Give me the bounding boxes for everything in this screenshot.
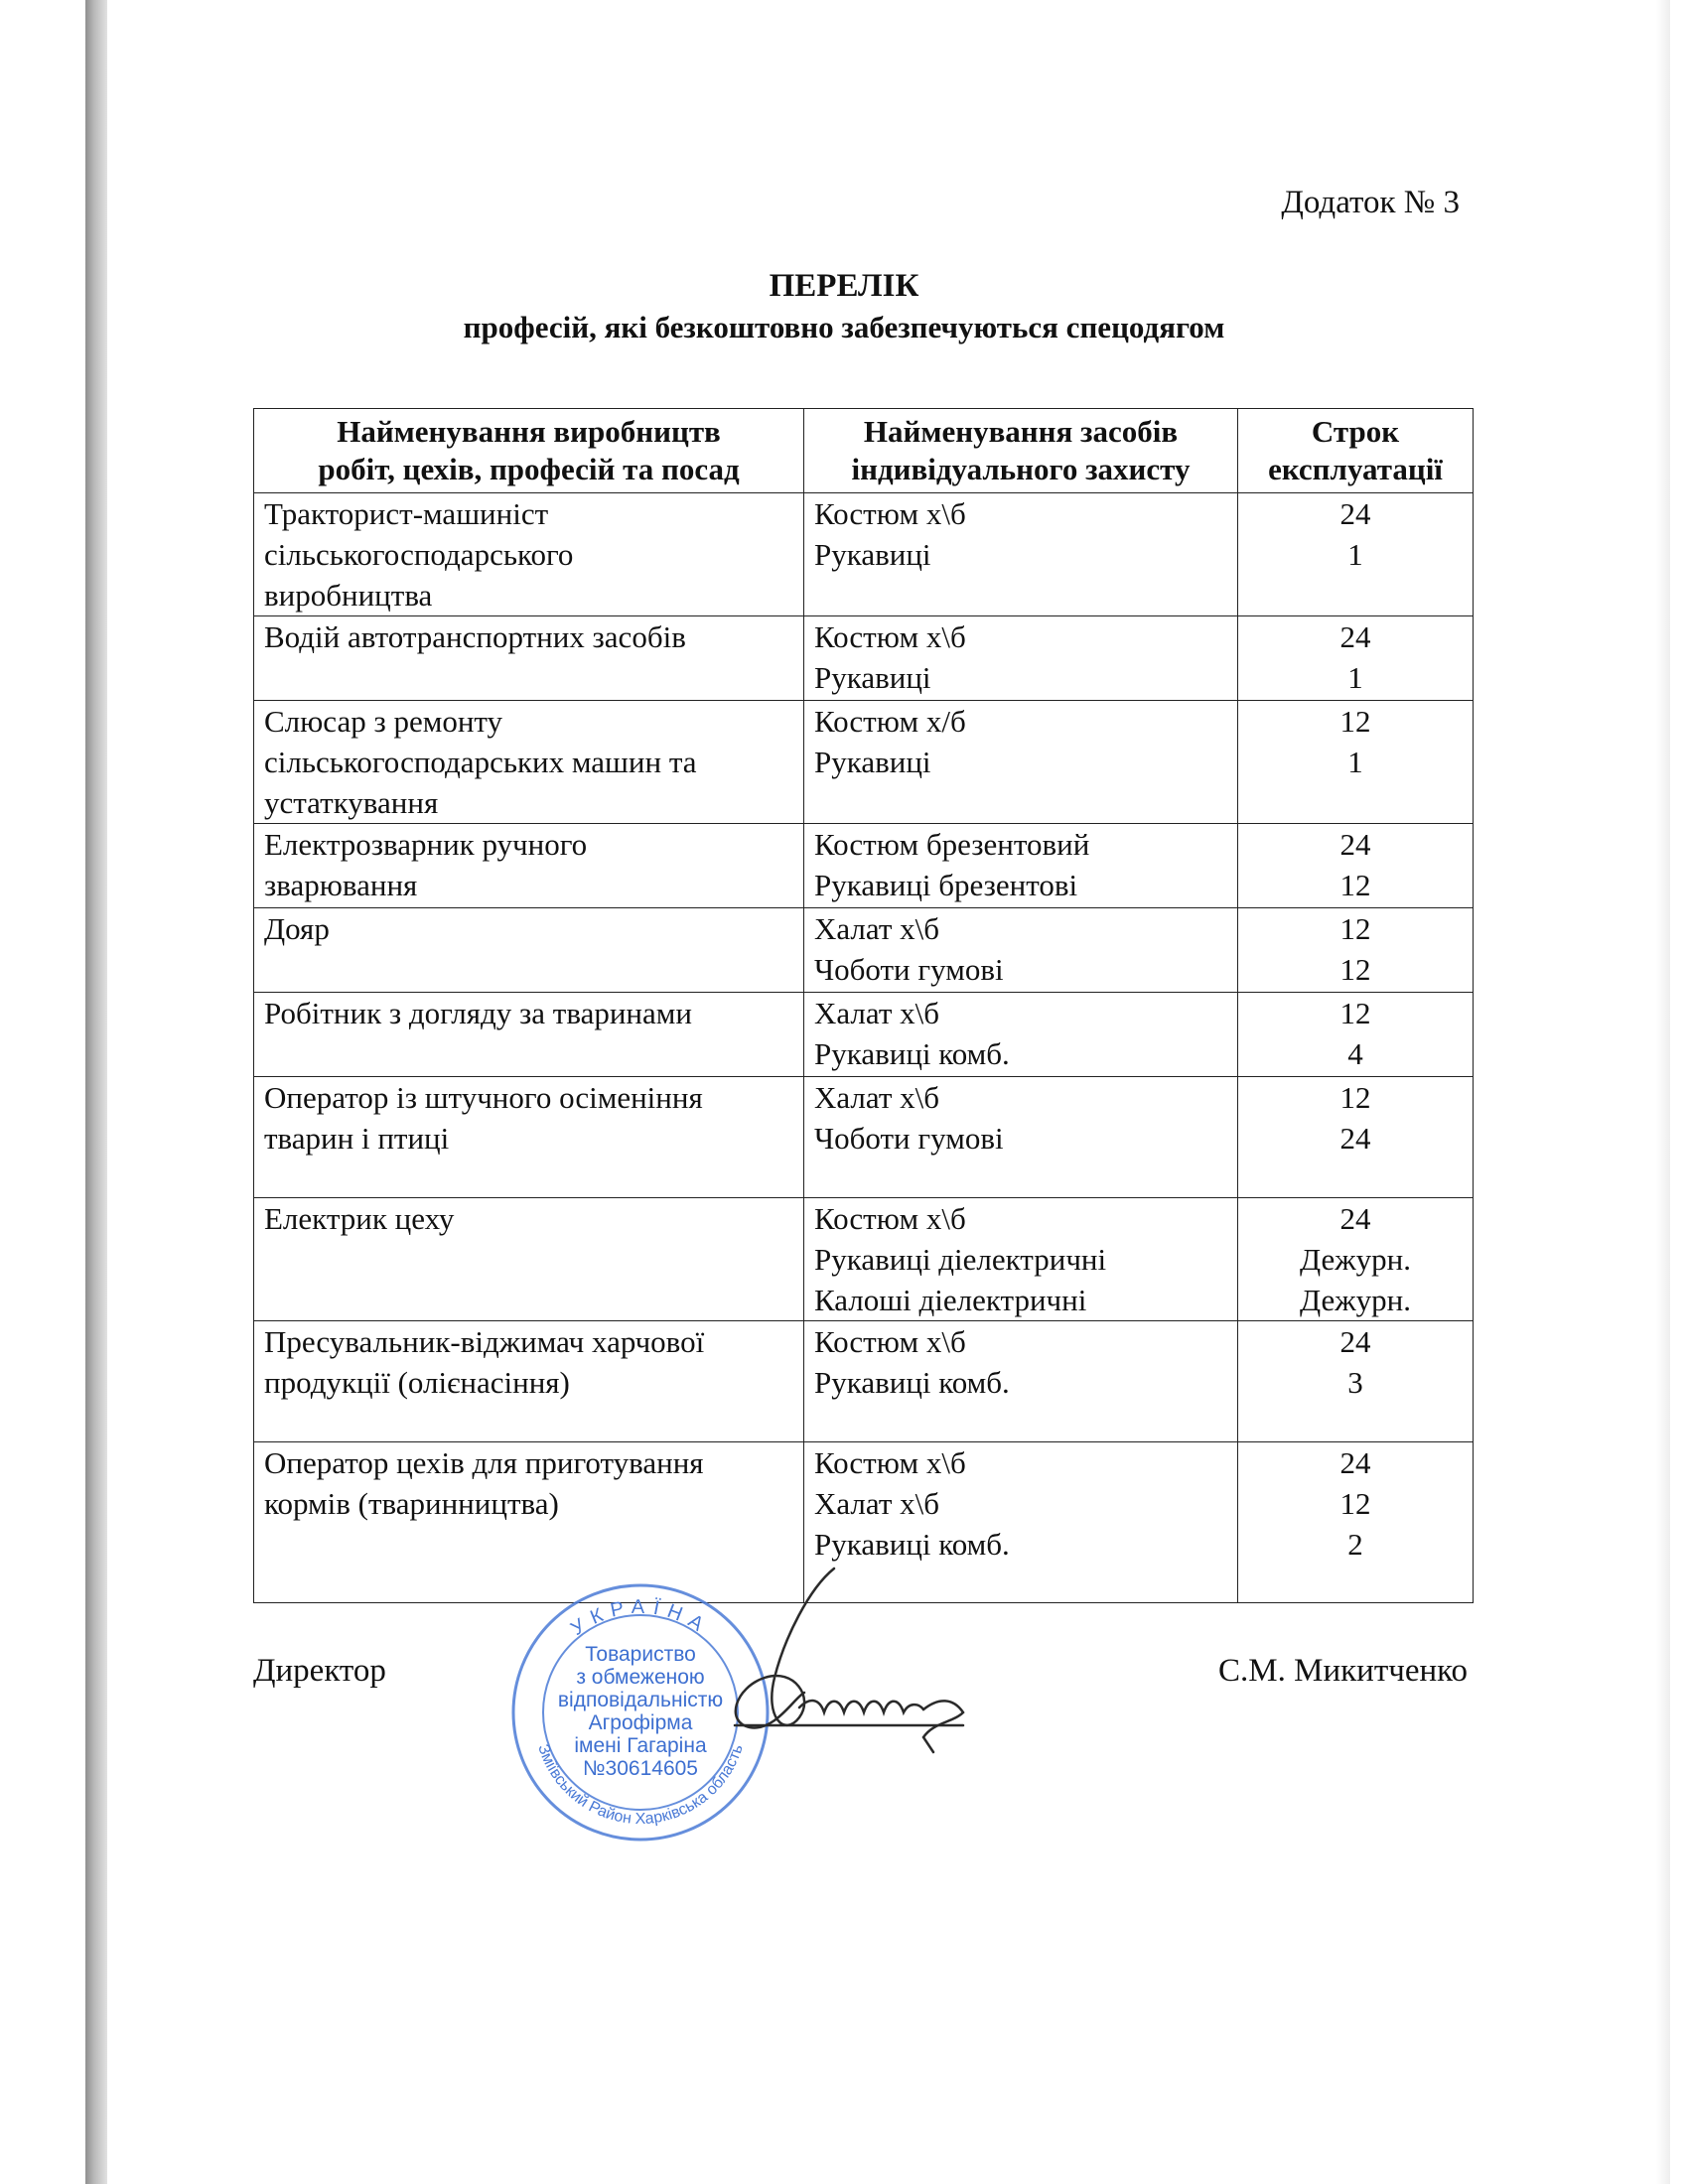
document-title: ПЕРЕЛІК [769, 268, 919, 304]
protection-line: Костюм х\б [814, 619, 966, 654]
table-row [254, 616, 1474, 701]
term-line: 24 [1339, 1324, 1371, 1359]
profession-line: Пресувальник-віджимач харчової [264, 1324, 705, 1359]
table-row [254, 1198, 1474, 1321]
appendix-label: Додаток № 3 [1281, 185, 1460, 220]
protection-line: Рукавиці комб. [814, 1365, 1010, 1400]
document-subtitle: професій, які безкоштовно забезпечуються спецодягом [463, 310, 1225, 344]
term-line: 24 [1339, 1121, 1371, 1156]
protection-line: Костюм х\б [814, 1324, 966, 1359]
ppe-table [253, 408, 1474, 1603]
protection-cell [804, 493, 1238, 616]
term-line: 12 [1339, 868, 1371, 902]
profession-line: зварювання [264, 868, 418, 902]
profession-cell [254, 616, 804, 701]
protection-cell [804, 1198, 1238, 1321]
table-body [254, 493, 1474, 1603]
term-line: 24 [1339, 619, 1371, 654]
profession-line: Слюсар з ремонту [264, 704, 503, 739]
term-line: 1 [1347, 537, 1363, 572]
term-line: 4 [1347, 1036, 1363, 1071]
table-header-row [254, 409, 1474, 493]
protection-line: Костюм х\б [814, 1201, 966, 1236]
header-profession [254, 409, 804, 493]
profession-cell [254, 1198, 804, 1321]
protection-cell [804, 824, 1238, 908]
profession-line: тварин і птиці [264, 1121, 450, 1156]
stamp-ring-bottom: Зміївський Район Харківська область [534, 1742, 747, 1829]
table-row [254, 824, 1474, 908]
protection-line: Рукавиці [814, 660, 931, 695]
table-row [254, 1077, 1474, 1198]
stamp-line: Агрофірма [588, 1711, 693, 1734]
term-line: 2 [1347, 1527, 1363, 1562]
term-cell [1238, 1077, 1474, 1198]
header-line: робіт, цехів, професій та посад [318, 452, 740, 486]
profession-line: сільськогосподарського [264, 537, 574, 572]
term-line: Дежурн. [1299, 1283, 1412, 1317]
term-line: 12 [1339, 1080, 1371, 1115]
protection-line: Чоботи гумові [814, 1121, 1004, 1156]
protection-line: Рукавиці комб. [814, 1036, 1010, 1071]
term-cell [1238, 1442, 1474, 1603]
protection-line: Костюм х\б [814, 1445, 966, 1480]
profession-line: сільськогосподарських машин та [264, 745, 697, 779]
protection-cell [804, 1077, 1238, 1198]
term-line: 1 [1347, 745, 1363, 779]
table-row [254, 701, 1474, 824]
profession-line: Оператор із штучного осіменіння [264, 1080, 703, 1115]
protection-line: Рукавиці брезентові [814, 868, 1078, 902]
term-cell [1238, 701, 1474, 824]
protection-line: Калоші діелектричні [814, 1283, 1087, 1317]
table-row [254, 493, 1474, 616]
protection-line: Халат х\б [814, 996, 940, 1030]
term-line: 24 [1339, 1201, 1371, 1236]
protection-line: Рукавиці [814, 745, 931, 779]
term-line: 24 [1339, 1445, 1371, 1480]
profession-cell [254, 1077, 804, 1198]
term-line: 12 [1339, 911, 1371, 946]
protection-cell [804, 701, 1238, 824]
profession-cell [254, 701, 804, 824]
header-protection [804, 409, 1238, 493]
protection-cell [804, 993, 1238, 1077]
term-line: Дежурн. [1299, 1242, 1412, 1277]
profession-line: Водій автотранспортних засобів [264, 619, 686, 654]
stamp-ring-top: УКРАЇНА [567, 1595, 714, 1641]
profession-cell [254, 824, 804, 908]
term-line: 12 [1339, 952, 1371, 987]
profession-line: продукції (олієнасіння) [264, 1365, 570, 1400]
profession-line: виробництва [264, 578, 433, 613]
protection-line: Халат х\б [814, 911, 940, 946]
protection-line: Халат х\б [814, 1080, 940, 1115]
profession-line: Електрик цеху [264, 1201, 455, 1236]
term-line: 1 [1347, 660, 1363, 695]
header-line: Строк [1311, 414, 1400, 449]
term-line: 12 [1339, 1486, 1371, 1521]
stamp-line: Товариство [585, 1643, 696, 1666]
profession-cell [254, 908, 804, 993]
protection-cell [804, 908, 1238, 993]
header-line: Найменування засобів [863, 414, 1179, 449]
stamp-line: імені Гагаріна [574, 1734, 707, 1757]
profession-cell [254, 493, 804, 616]
profession-line: Дояр [264, 911, 330, 946]
handwritten-signature [635, 1549, 1013, 1777]
protection-line: Рукавиці комб. [814, 1527, 1010, 1562]
profession-cell [254, 1321, 804, 1442]
header-line: індивідуального захисту [851, 452, 1191, 486]
term-cell [1238, 908, 1474, 993]
term-cell [1238, 1198, 1474, 1321]
director-name: С.М. Микитченко [1218, 1653, 1468, 1689]
profession-cell [254, 993, 804, 1077]
table-row [254, 1321, 1474, 1442]
table-row [254, 993, 1474, 1077]
term-cell [1238, 493, 1474, 616]
header-term [1238, 409, 1474, 493]
term-line: 24 [1339, 496, 1371, 531]
stamp-line: відповідальністю [557, 1689, 724, 1711]
term-line: 24 [1339, 827, 1371, 862]
protection-line: Костюм х/б [814, 704, 966, 739]
protection-line: Чоботи гумові [814, 952, 1004, 987]
profession-line: Оператор цехів для приготування [264, 1445, 704, 1480]
profession-line: кормів (тваринництва) [264, 1486, 559, 1521]
profession-line: Тракторист-машиніст [264, 496, 549, 531]
term-cell [1238, 616, 1474, 701]
table-row [254, 908, 1474, 993]
header-line: Найменування виробництв [337, 414, 721, 449]
protection-line: Рукавиці діелектричні [814, 1242, 1107, 1277]
term-line: 3 [1347, 1365, 1363, 1400]
director-title: Директор [253, 1653, 386, 1689]
term-line: 12 [1339, 996, 1371, 1030]
protection-cell [804, 1321, 1238, 1442]
profession-line: Електрозварник ручного [264, 827, 588, 862]
protection-line: Халат х\б [814, 1486, 940, 1521]
protection-line: Костюм брезентовий [814, 827, 1090, 862]
profession-line: Робітник з догляду за тваринами [264, 996, 692, 1030]
term-cell [1238, 993, 1474, 1077]
protection-line: Костюм х\б [814, 496, 966, 531]
term-cell [1238, 824, 1474, 908]
stamp-line: №30614605 [583, 1757, 698, 1780]
protection-cell [804, 616, 1238, 701]
stamp-line: з обмеженою [576, 1666, 705, 1689]
profession-line: устаткування [264, 785, 439, 820]
term-line: 12 [1339, 704, 1371, 739]
header-line: експлуатації [1268, 452, 1443, 486]
term-cell [1238, 1321, 1474, 1442]
protection-line: Рукавиці [814, 537, 931, 572]
